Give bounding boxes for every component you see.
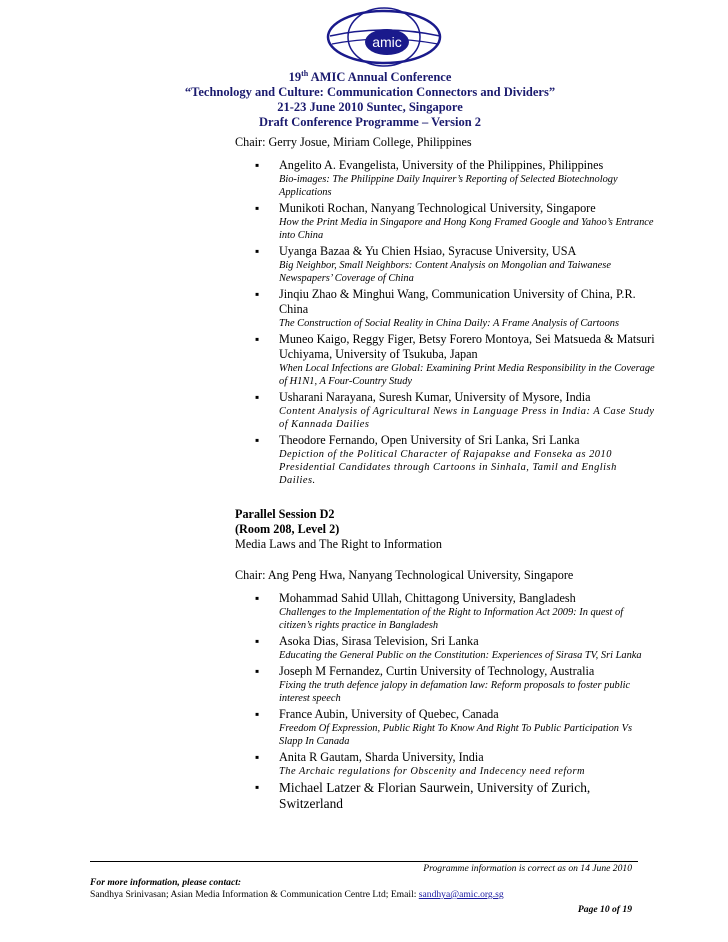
- paper-title: Depiction of the Political Character of Rajapakse and Fonseka as 2010 Presidential Candidates through Cartoons in Sinhala, Tamil and English Dailies.: [279, 449, 617, 486]
- session-chair: Chair: Ang Peng Hwa, Nanyang Technological University, Singapore: [235, 568, 574, 582]
- contact-label: For more information, please contact:: [90, 877, 242, 888]
- conference-header: [90, 70, 650, 130]
- paper-item: [235, 664, 655, 705]
- paper-title: The Construction of Social Reality in China Daily: A Frame Analysis of Cartoons: [279, 318, 619, 329]
- paper-item: [235, 158, 655, 199]
- session-heading: Parallel Session D2: [235, 507, 335, 521]
- paper-list: [235, 591, 655, 812]
- paper-author: Jinqiu Zhao & Minghui Wang, Communication University of China, P.R. China: [279, 287, 636, 316]
- contact-text: Sandhya Srinivasan; Asian Media Information & Communication Centre Ltd; Email:: [90, 889, 419, 900]
- paper-author: Usharani Narayana, Suresh Kumar, University of Mysore, India: [279, 390, 591, 404]
- paper-title: Freedom Of Expression, Public Right To Know And Right To Public Participation Vs Slapp In Canada: [279, 723, 632, 747]
- paper-title: Educating the General Public on the Constitution: Experiences of Sirasa TV, Sri Lanka: [279, 650, 642, 661]
- paper-item: [235, 433, 655, 487]
- paper-item: [235, 201, 655, 242]
- amic-logo: [322, 6, 452, 68]
- paper-author: France Aubin, University of Quebec, Canada: [279, 707, 499, 721]
- paper-item: [235, 390, 655, 431]
- paper-item: [235, 750, 655, 778]
- paper-title: The Archaic regulations for Obscenity and Indecency need reform: [279, 766, 586, 777]
- page-number: Page 10 of 19: [577, 904, 632, 915]
- paper-author: Mohammad Sahid Ullah, Chittagong University, Bangladesh: [279, 591, 576, 605]
- logo-text: amic: [372, 34, 402, 50]
- session-chair: Chair: Gerry Josue, Miriam College, Philippines: [235, 135, 472, 149]
- paper-list: [235, 158, 655, 487]
- conference-dates: 21-23 June 2010 Suntec, Singapore: [277, 100, 463, 114]
- paper-title: Bio-images: The Philippine Daily Inquirer’s Reporting of Selected Biotechnology Applications: [279, 174, 618, 198]
- contact-line: [90, 889, 504, 900]
- paper-author: Joseph M Fernandez, Curtin University of Technology, Australia: [279, 664, 595, 678]
- footer-divider: [90, 861, 638, 862]
- paper-item: [235, 244, 655, 285]
- conference-edition: 19th AMIC Annual Conference: [288, 68, 452, 84]
- programme-version: Draft Conference Programme – Version 2: [258, 115, 482, 129]
- paper-title: Fixing the truth defence jalopy in defamation law: Reform proposals to foster public interest speech: [279, 680, 631, 704]
- session-topic: Media Laws and The Right to Information: [235, 537, 442, 551]
- parallel-session-d2: [235, 507, 655, 552]
- paper-title: How the Print Media in Singapore and Hong Kong Framed Google and Yahoo’s Entrance into China: [279, 217, 654, 241]
- paper-item: [235, 634, 655, 662]
- paper-author: Muneo Kaigo, Reggy Figer, Betsy Forero Montoya, Sei Matsueda & Matsuri Uchiyama, University of Tsukuba, Japan: [279, 332, 655, 361]
- paper-author: Anita R Gautam, Sharda University, India: [279, 750, 484, 764]
- paper-item: [235, 287, 655, 330]
- paper-title: Challenges to the Implementation of the Right to Information Act 2009: In quest of citizen’s rights practice in Bangladesh: [279, 607, 624, 631]
- paper-author: Angelito A. Evangelista, University of the Philippines, Philippines: [279, 158, 604, 172]
- paper-title: Content Analysis of Agricultural News in Language Press in India: A Case Study of Kannada Dailies: [279, 406, 655, 430]
- session-room: (Room 208, Level 2): [235, 522, 340, 536]
- paper-author: Munikoti Rochan, Nanyang Technological University, Singapore: [279, 201, 596, 215]
- contact-email-link[interactable]: sandhya@amic.org.sg: [418, 889, 504, 900]
- paper-author: Uyanga Bazaa & Yu Chien Hsiao, Syracuse University, USA: [279, 244, 577, 258]
- paper-author: Theodore Fernando, Open University of Sri Lanka, Sri Lanka: [279, 433, 580, 447]
- paper-title: Big Neighbor, Small Neighbors: Content Analysis on Mongolian and Taiwanese Newspapers’ Coverage of China: [279, 260, 611, 284]
- programme-content: [235, 135, 655, 814]
- conference-theme: “Technology and Culture: Communication Connectors and Dividers”: [184, 85, 556, 99]
- paper-item: [235, 591, 655, 632]
- paper-item: [235, 332, 655, 388]
- paper-item: [235, 707, 655, 748]
- paper-author: Asoka Dias, Sirasa Television, Sri Lanka: [279, 634, 479, 648]
- paper-item: [235, 780, 655, 812]
- footer-note: Programme information is correct as on 14 June 2010: [423, 863, 632, 874]
- paper-author: Michael Latzer & Florian Saurwein, University of Zurich, Switzerland: [279, 780, 591, 811]
- paper-title: When Local Infections are Global: Examining Print Media Responsibility in the Coverage of H1N1, A Four-Country Study: [279, 363, 655, 387]
